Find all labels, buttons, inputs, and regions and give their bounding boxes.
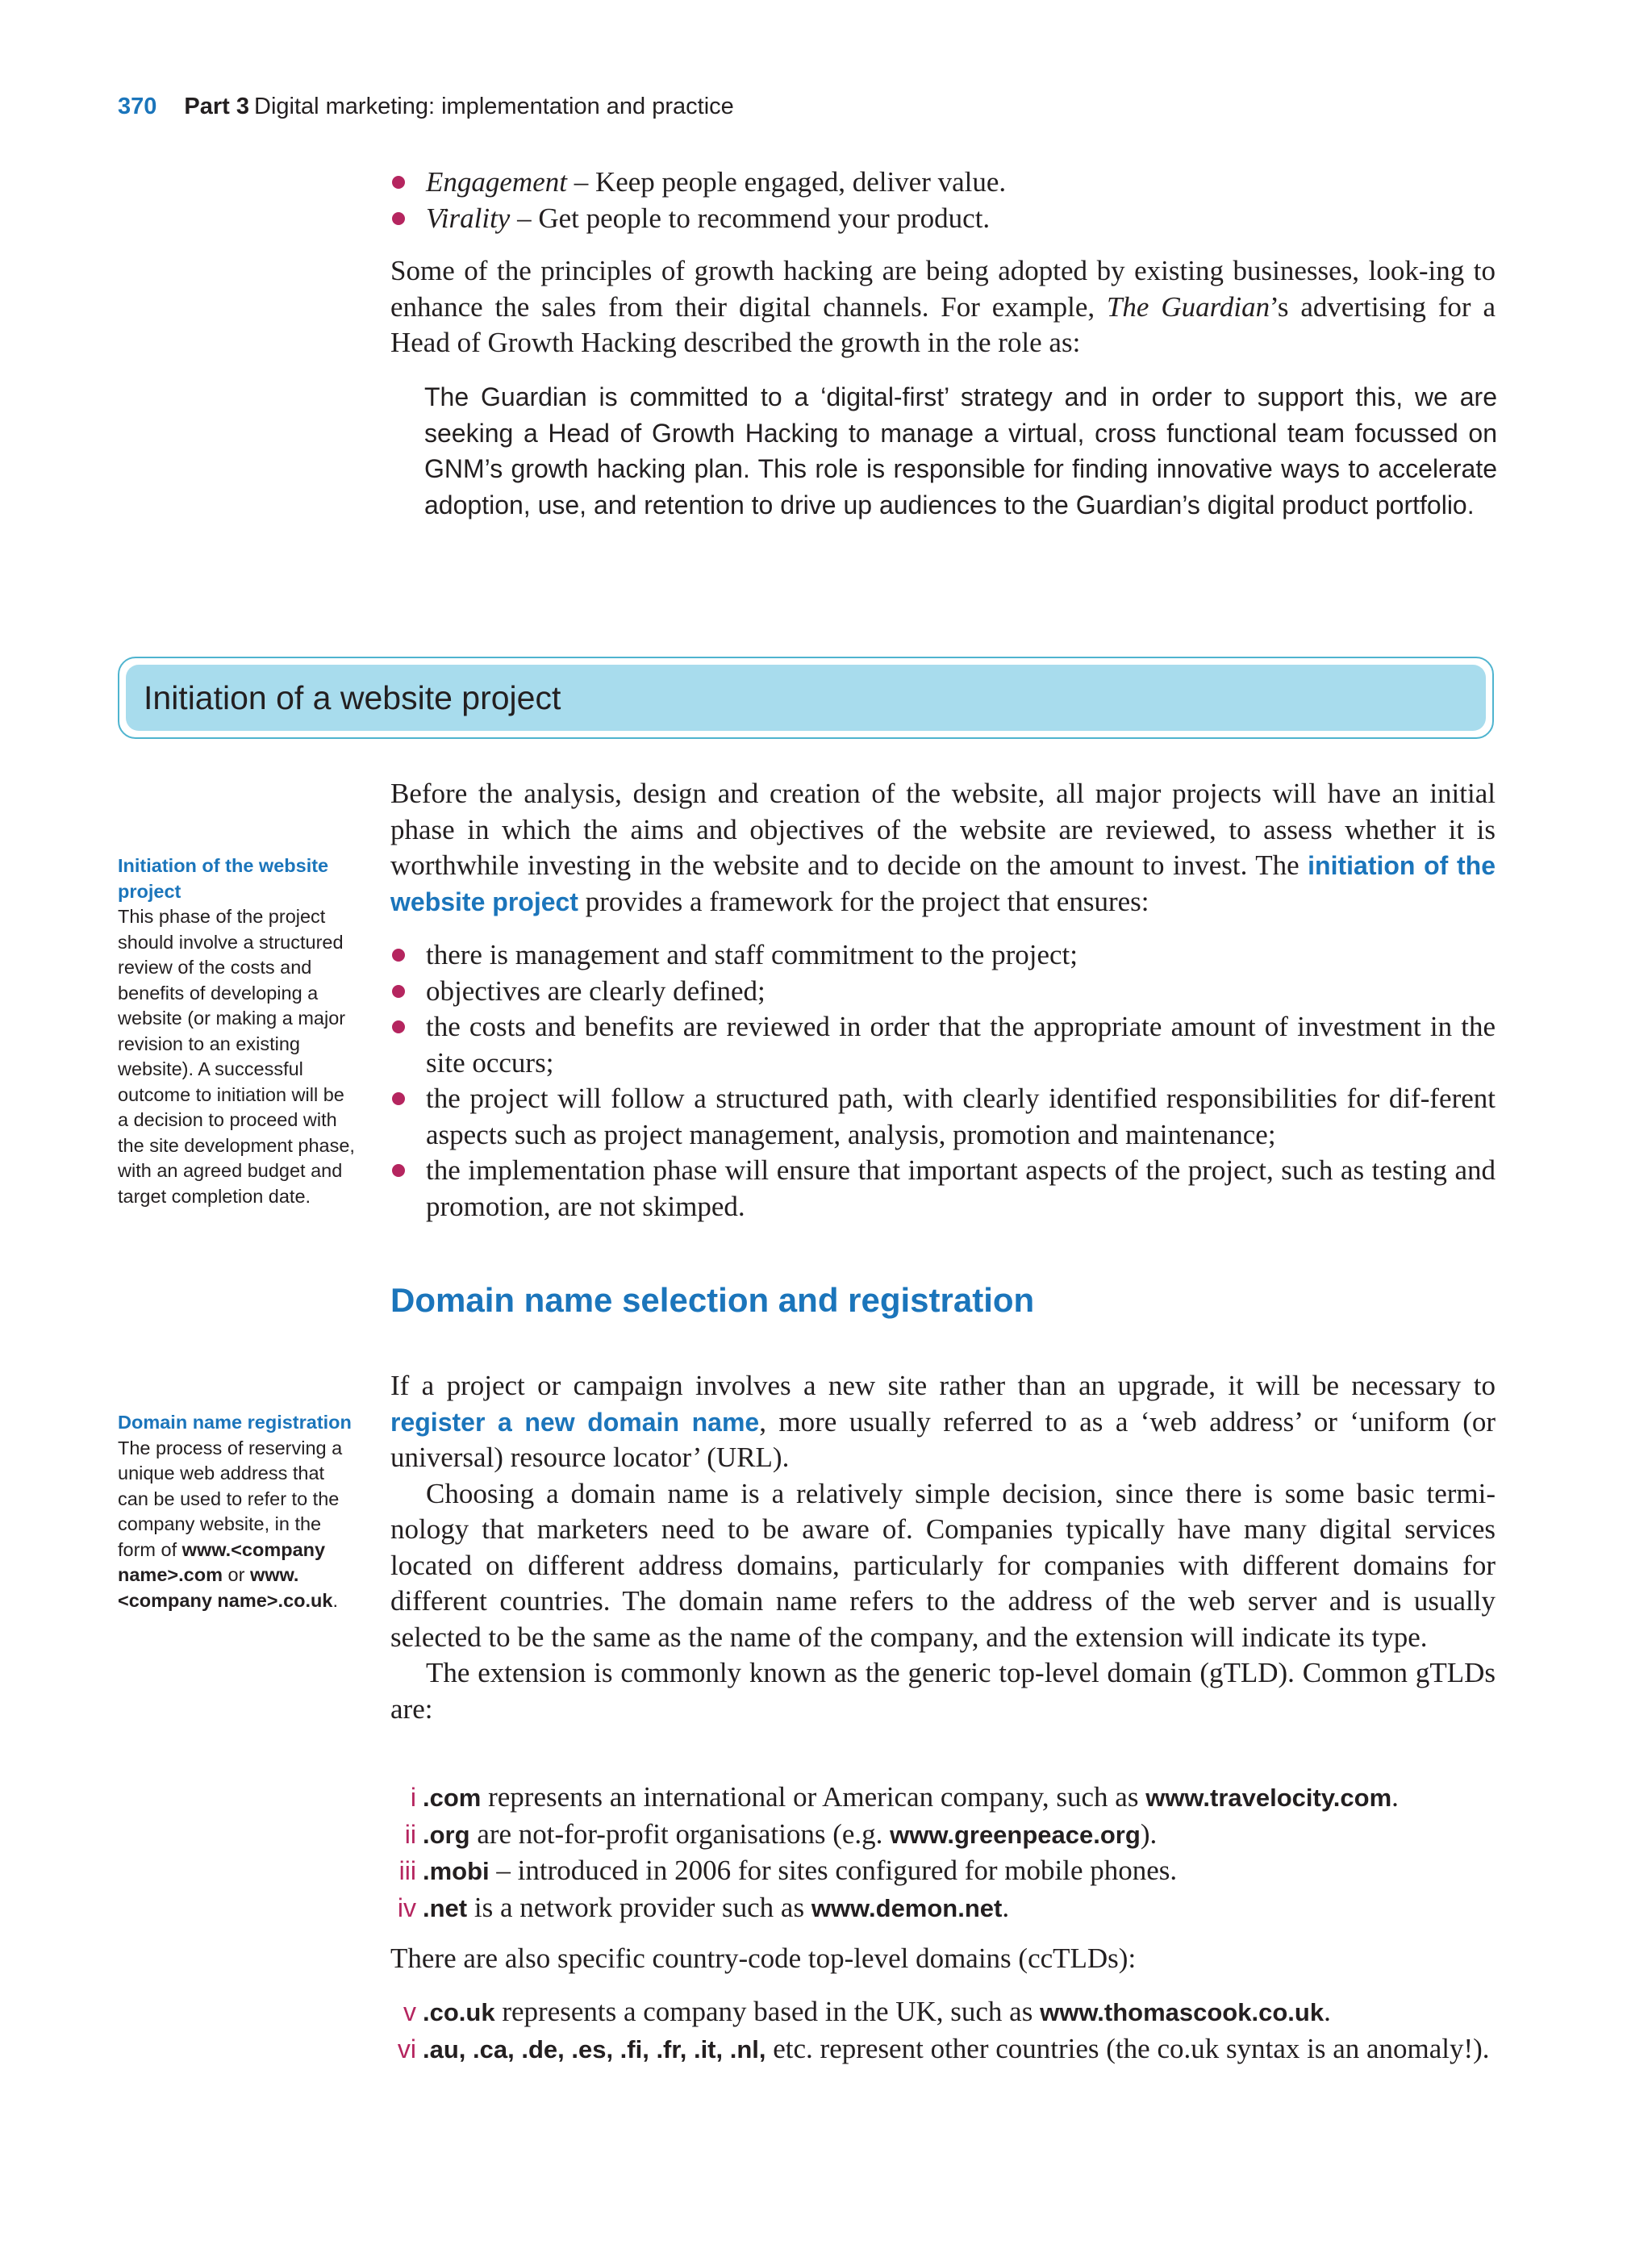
guardian-quote: The Guardian is committed to a ‘digital-first’ strategy and in order to support this, we are seeking a Head of Growth Hacking to manage a virtual, cross functional team focussed on GNM’s growth hacking plan. This role is responsible for finding innovative ways to accelerate adoption, use, and retention to drive up audiences to the Guardian’s digital product portfolio. bbox=[424, 382, 1497, 520]
list-item: the costs and benefits are reviewed in order that the appropriate amount of investment in the site occurs; bbox=[390, 1009, 1496, 1081]
initiation-paragraph: Before the analysis, design and creation of the website, all major projects will have an initial phase in which the aims and objectives of the website are reviewed, to assess whether it is worthwhile investing in the website and to decide on the amount to invest. The initiation of the website project provides a framework for the project that ensures: bbox=[390, 778, 1496, 917]
section-title: Initiation of a website project bbox=[144, 679, 561, 716]
list-item: vi .au, .ca, .de, .es, .fi, .fr, .it, .nl, etc. represent other countries (the co.uk syntax is an anomaly!). bbox=[397, 2032, 1490, 2064]
list-item: there is management and staff commitment to the project; bbox=[390, 937, 1496, 974]
margin-note-definition: The process of reserving a unique web address that can be used to refer to the company website, in the form of www.<company name>.com or www.<company name>.co.uk. bbox=[118, 1437, 343, 1611]
bullet-icon bbox=[392, 985, 405, 998]
list-item: ii .org are not-for-profit organisations (e.g. www.greenpeace.org). bbox=[404, 1817, 1158, 1850]
list-item: Virality – Get people to recommend your product. bbox=[390, 201, 1496, 237]
domain-heading: Domain name selection and registration bbox=[390, 1281, 1035, 1319]
growth-hacking-paragraph: Some of the principles of growth hacking are being adopted by existing businesses, look-ing to enhance the sales from their digital channels. For example, The Guardian’s advertising for a Head of Growth Hacking described the growth in the role as: bbox=[390, 255, 1496, 358]
bullet-icon bbox=[392, 212, 405, 225]
bullet-icon bbox=[392, 176, 405, 189]
margin-note-definition: This phase of the project should involve a structured review of the costs and benefits of developing a website (or making a major revision to an existing website). A successful outcome to initiation will be a decision to proceed with the site development phase, with an agreed budget and target completion date. bbox=[118, 906, 355, 1207]
bullet-icon bbox=[392, 1164, 405, 1177]
gtld-list bbox=[376, 1780, 1496, 1926]
cctld-intro: There are also specific country-code top-level domains (ccTLDs): bbox=[390, 1942, 1137, 1974]
list-item: i .com represents an international or American company, such as www.travelocity.com. bbox=[410, 1781, 1399, 1813]
margin-note-domain bbox=[118, 1410, 360, 1613]
list-item: the implementation phase will ensure that important aspects of the project, such as testing and promotion, are not skimped. bbox=[390, 1153, 1496, 1225]
list-item: the project will follow a structured path, with clearly identified responsibilities for dif-ferent aspects such as project management, analysis, promotion and maintenance; bbox=[390, 1081, 1496, 1153]
list-item: objectives are clearly defined; bbox=[390, 974, 1496, 1010]
domain-paragraph-3: The extension is commonly known as the generic top-level domain (gTLD). Common gTLDs are: bbox=[390, 1657, 1496, 1725]
domain-body bbox=[390, 1368, 1496, 1727]
initiation-bullet-list bbox=[390, 937, 1496, 1225]
list-item: iv .net is a network provider such as www.demon.net. bbox=[397, 1891, 1010, 1923]
bullet-icon bbox=[392, 1020, 405, 1033]
bullet-term: Virality bbox=[426, 202, 511, 234]
margin-note-term: Initiation of the website project bbox=[118, 855, 329, 902]
bullet-term: Engagement bbox=[426, 166, 567, 198]
domain-paragraph-1: If a project or campaign involves a new site rather than an upgrade, it will be necessary to register a new domain name, more usually referred to as a ‘web address’ or ‘uniform (or universal) resource locator’ (URL). bbox=[390, 1370, 1496, 1473]
keyword-register: register a new domain name bbox=[390, 1407, 760, 1437]
section-banner bbox=[118, 657, 1494, 739]
list-item: Engagement – Keep people engaged, deliver value. bbox=[390, 165, 1496, 201]
section-banner-fill bbox=[126, 665, 1486, 731]
part-label: Part 3 bbox=[184, 94, 249, 119]
list-item: iii .mobi – introduced in 2006 for sites configured for mobile phones. bbox=[398, 1855, 1178, 1886]
margin-note-initiation bbox=[118, 853, 360, 1209]
bullet-icon bbox=[392, 1092, 405, 1105]
domain-paragraph-2: Choosing a domain name is a relatively simple decision, since there is some basic termi-nology that marketers need to be aware of. Companies typically have many digital services located on different address domains, particularly for companies with different domains for different countries. The domain name refers to the address of the web server and is usually selected to be the same as the name of the company, and the extension will indicate its type. bbox=[390, 1477, 1496, 1653]
part-title: Digital marketing: implementation and practice bbox=[254, 94, 734, 119]
cctld-list bbox=[376, 1994, 1496, 2068]
running-header bbox=[118, 94, 734, 120]
page-number: 370 bbox=[118, 94, 157, 119]
bullet-icon bbox=[392, 949, 405, 962]
keyword-initiation: initiation of the website project bbox=[390, 851, 1496, 916]
intro-bullet-list bbox=[390, 165, 1496, 236]
list-item: v .co.uk represents a company based in the UK, such as www.thomascook.co.uk. bbox=[403, 1996, 1331, 2027]
margin-note-term: Domain name registration bbox=[118, 1412, 352, 1433]
